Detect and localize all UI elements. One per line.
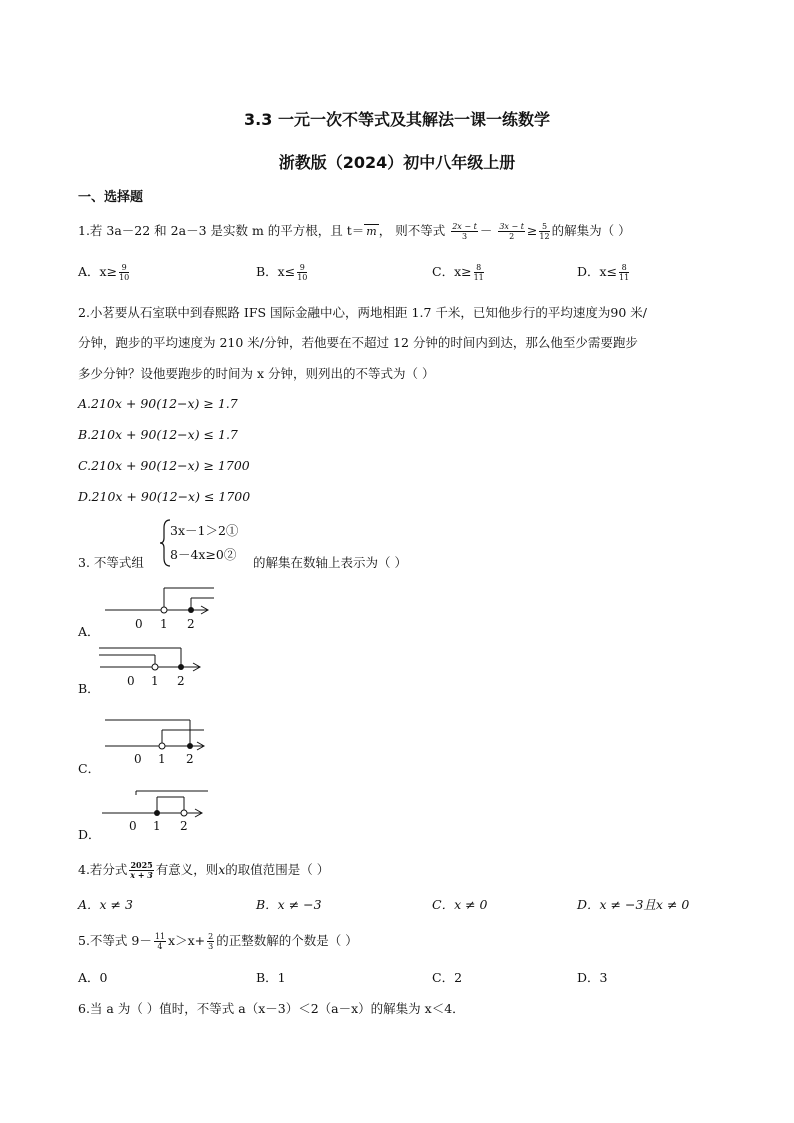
q3-prefix: 3. 不等式组	[78, 555, 144, 570]
tick-1: 1	[151, 674, 159, 688]
q3-option-a-number-line[interactable]	[100, 583, 220, 633]
q5-fraction-2: $\frac{2}{3}$	[208, 932, 214, 951]
q1-sqrt-m: m	[366, 225, 377, 238]
q4-text-b: 有意义，则	[155, 862, 219, 877]
q4-option-d[interactable]: D．x ≠ −3且x ≠ 0	[577, 897, 690, 912]
q2-option-a[interactable]: A.210x + 90(12−x) ≥ 1.7	[78, 396, 238, 411]
q2-option-d[interactable]: D.210x + 90(12−x) ≤ 1700	[78, 489, 251, 504]
q2-option-c[interactable]: C.210x + 90(12−x) ≥ 1700	[78, 458, 250, 473]
q1-fraction-2: $\frac{3x - t}{2}$	[499, 222, 524, 241]
q1-option-b[interactable]: B．x≤ $\frac{9}{10}$	[256, 263, 308, 282]
q2-line-1: 2.小茗要从石室联中到春熙路 IFS 国际金融中心，两地相距 1.7 千米，已知他步行的平均速度为90 米/	[78, 305, 647, 320]
q3-option-a-label[interactable]: A．	[78, 624, 100, 639]
q4-text-a: 4.若分式	[78, 862, 128, 877]
tick-0: 0	[134, 752, 142, 766]
q2-line-3: 多少分钟？设他要跑步的时间为 x 分钟，则列出的不等式为（ ）	[78, 366, 435, 381]
q3-option-b-number-line[interactable]	[96, 640, 206, 690]
q5-option-b[interactable]: B．1	[256, 970, 286, 985]
q4-variable: x	[218, 862, 226, 877]
q5-text-a: 5.不等式 9－	[78, 933, 152, 948]
question-1	[78, 221, 631, 241]
q3-option-d-number-line[interactable]	[98, 783, 213, 833]
document-title: 3.3 一元一次不等式及其解法一课一练数学	[244, 110, 550, 129]
q1-fraction-1: $\frac{2x - t}{3}$	[452, 222, 477, 241]
q5-option-a[interactable]: A．0	[78, 970, 108, 985]
q4-text-c: 的取值范围是（ ）	[225, 862, 330, 877]
q1-text-b: ， 则不等式	[378, 223, 446, 238]
q1-ge: ≥	[526, 223, 538, 238]
q4-option-a[interactable]: A．x ≠ 3	[78, 897, 133, 912]
q3-suffix: 的解集在数轴上表示为（ ）	[253, 555, 407, 570]
question-6: 6.当 a 为（ ）值时，不等式 a（x－3）＜2（a－x）的解集为 x＜4．	[78, 1001, 465, 1016]
q1-text-a: 1.若 3a－22 和 2a－3 是实数 m 的平方根，且 t＝	[78, 223, 365, 238]
tick-0: 0	[135, 617, 143, 631]
q1-text-c: 的解集为（ ）	[551, 223, 631, 238]
document-subtitle: 浙教版（2024）初中八年级上册	[278, 153, 516, 172]
q3-equation-1: 3x－1＞2①	[170, 523, 239, 538]
q4-option-c[interactable]: C．x ≠ 0	[432, 897, 488, 912]
q4-option-b[interactable]: B．x ≠ −3	[256, 897, 322, 912]
section-heading: 一、选择题	[78, 190, 144, 205]
q2-option-b[interactable]: B.210x + 90(12−x) ≤ 1.7	[78, 427, 238, 442]
q4-fraction: $\frac{2025}{x + 3}$	[130, 860, 153, 880]
q1-option-d[interactable]: D．x≤ $\frac{8}{11}$	[577, 263, 630, 282]
q3-option-b-label[interactable]: B．	[78, 681, 100, 696]
tick-0: 0	[127, 674, 135, 688]
q1-option-c[interactable]: C．x≥ $\frac{8}{11}$	[432, 263, 484, 282]
q3-option-d-label[interactable]: D．	[78, 827, 101, 842]
tick-0: 0	[129, 819, 137, 833]
q5-option-d[interactable]: D．3	[577, 970, 608, 985]
q5-text-b: x＞x+	[168, 933, 206, 948]
q2-line-2: 分钟，跑步的平均速度为 210 米/分钟，若他要在不超过 12 分钟的时间内到达，那么他至少需要跑步	[78, 335, 638, 350]
tick-1: 1	[158, 752, 166, 766]
tick-2: 2	[177, 674, 185, 688]
tick-2: 2	[187, 617, 195, 631]
tick-1: 1	[160, 617, 168, 631]
tick-2: 2	[180, 819, 188, 833]
q3-option-c-number-line[interactable]	[100, 712, 210, 766]
tick-1: 1	[153, 819, 161, 833]
q5-text-c: 的正整数解的个数是（ ）	[216, 933, 358, 948]
q3-option-c-label[interactable]: C．	[78, 761, 101, 776]
q1-fraction-3: $\frac{5}{12}$	[539, 222, 550, 241]
q5-fraction-1: $\frac{11}{4}$	[154, 932, 166, 951]
q1-option-a[interactable]: A．x≥ $\frac{9}{10}$	[78, 263, 130, 282]
question-5	[78, 931, 358, 951]
q1-minus: －	[479, 223, 493, 238]
q3-equation-2: 8－4x≥0②	[170, 547, 237, 562]
question-4	[78, 860, 329, 880]
q5-option-c[interactable]: C．2	[432, 970, 463, 985]
tick-2: 2	[186, 752, 194, 766]
